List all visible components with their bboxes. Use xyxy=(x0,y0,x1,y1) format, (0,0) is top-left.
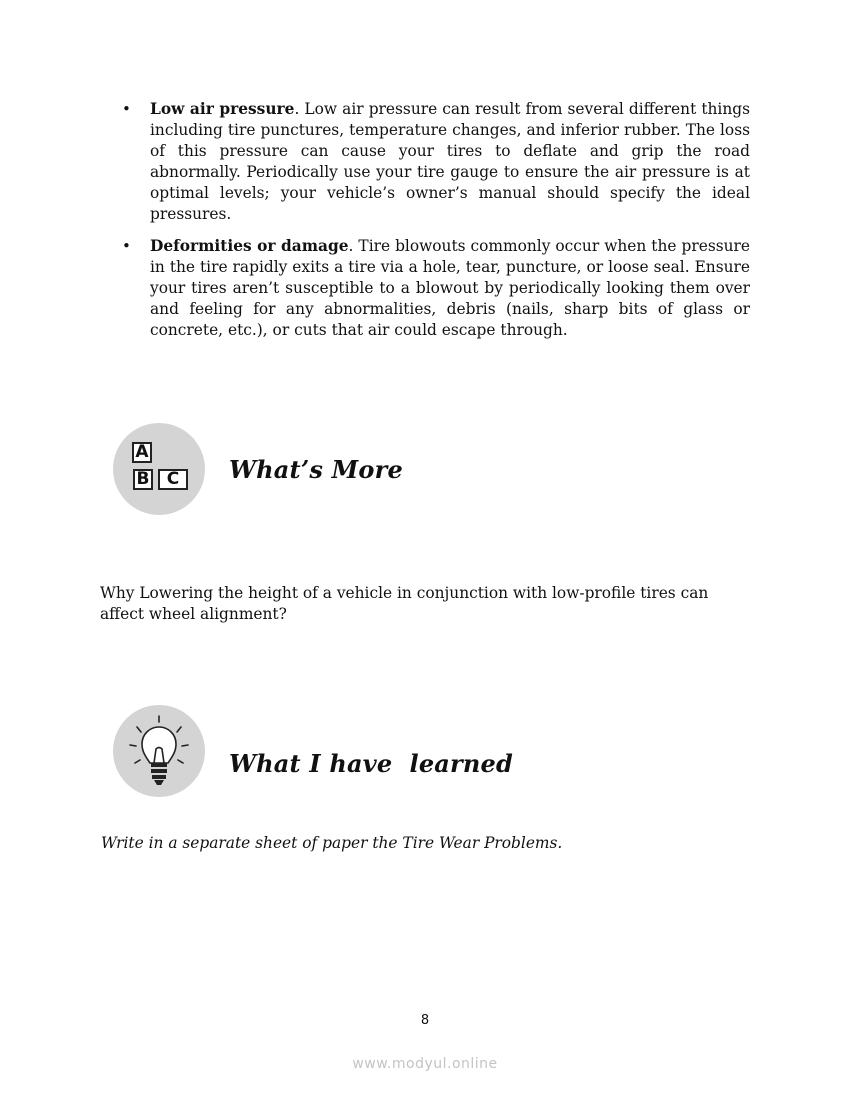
bullet-dot: • xyxy=(122,100,131,118)
block-a: A xyxy=(132,442,152,463)
page-number: 8 xyxy=(420,1013,430,1028)
list-item xyxy=(122,99,750,225)
list-item xyxy=(122,236,750,341)
lightbulb-icon xyxy=(113,705,205,797)
bullet-text: . Tire blowouts commonly occur when the pressure in the tire rapidly exits a tire via a hole, tear, puncture, or loose seal. Ensure your tires aren’t susceptible to a blowout by periodically looking them over and feeling for any abnormalities, debris (nails, sharp bits of glass or concrete, etc.), or cuts that air could escape through. xyxy=(150,237,750,339)
bullet-list xyxy=(122,99,750,352)
bullet-text: . Low air pressure can result from several different things including tire punctures, temperature changes, and inferior rubber. The loss of this pressure can cause your tires to deflate and grip the road abnormally. Periodically use your tire gauge to ensure the air pressure is at optimal levels; your vehicle’s owner’s manual should specify the ideal pressures. xyxy=(150,100,751,223)
lightbulb-drawing xyxy=(113,705,205,797)
bullet-term: Low air pressure xyxy=(150,100,295,118)
block-c: C xyxy=(158,469,188,490)
section-title-whats-more: What’s More xyxy=(229,455,403,484)
bullet-term: Deformities or damage xyxy=(150,237,349,255)
bullet-dot: • xyxy=(122,237,131,255)
abc-blocks-icon xyxy=(113,423,205,515)
watermark: www.modyul.online xyxy=(352,1056,498,1072)
instruction-text: Write in a separate sheet of paper the Tire Wear Problems. xyxy=(101,834,563,852)
question-text: Why Lowering the height of a vehicle in conjunction with low-profile tires can affect wheel alignment? xyxy=(100,584,709,623)
block-b: B xyxy=(133,469,153,490)
section-title-learned: What I have learned xyxy=(229,749,513,778)
